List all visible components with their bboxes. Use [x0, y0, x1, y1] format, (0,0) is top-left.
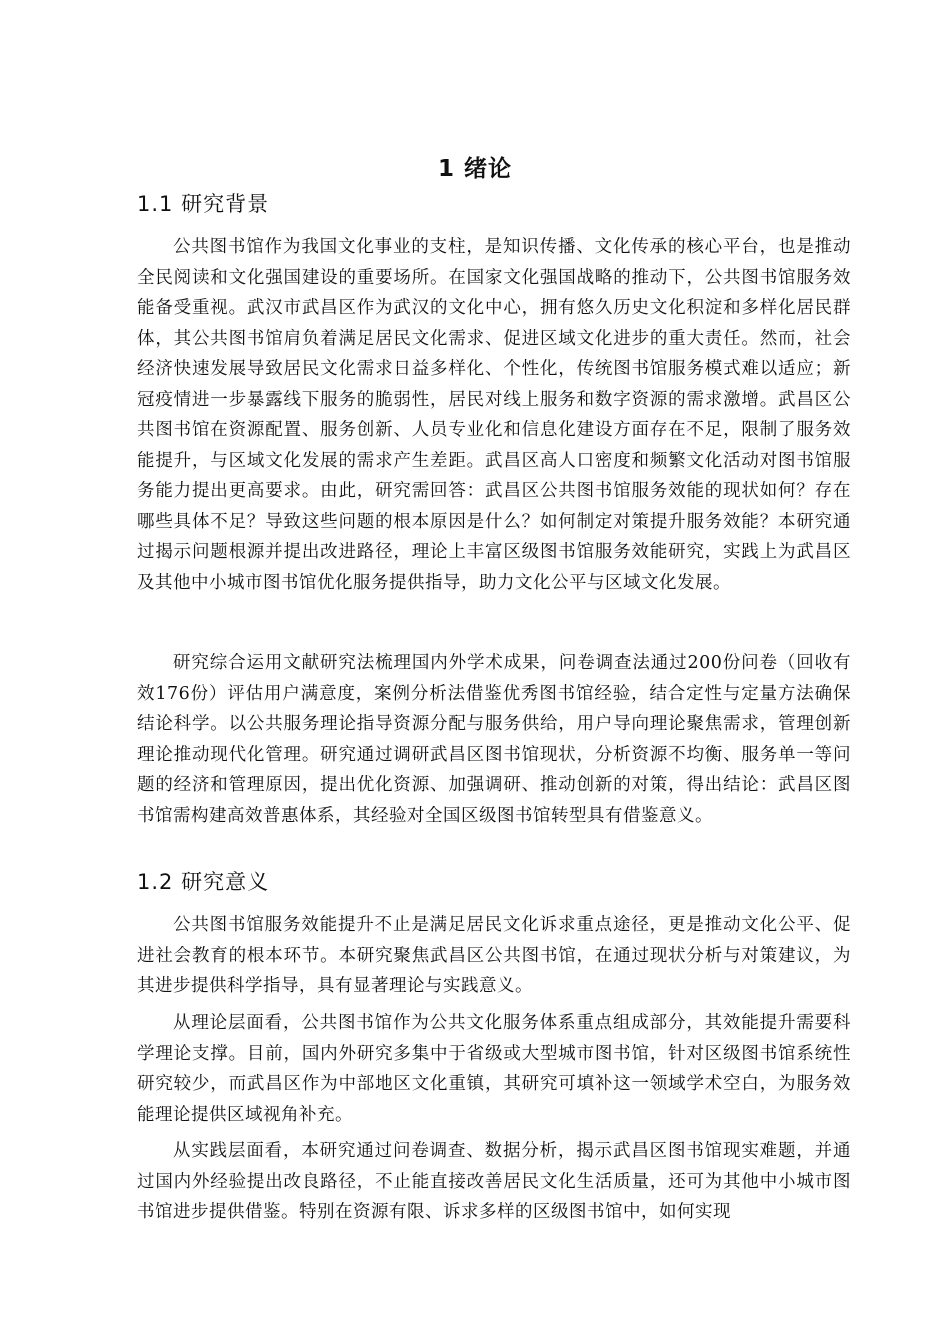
paragraph-background-1: 公共图书馆作为我国文化事业的支柱，是知识传播、文化传承的核心平台，也是推动全民阅读和文化强国建设的重要场所。在国家文化强国战略的推动下，公共图书馆服务效能备受重视。武汉市武昌区作为武汉的文化中心，拥有悠久历史文化积淀和多样化居民群体，其公共图书馆肩负着满足居民文化需求、促进区域文化进步的重大责任。然而，社会经济快速发展导致居民文化需求日益多样化、个性化，传统图书馆服务模式难以适应；新冠疫情进一步暴露线下服务的脆弱性，居民对线上服务和数字资源的需求激增。武昌区公共图书馆在资源配置、服务创新、人员专业化和信息化建设方面存在不足，限制了服务效能提升，与区域文化发展的需求产生差距。武昌区高人口密度和频繁文化活动对图书馆服务能力提出更高要求。由此，研究需回答：武昌区公共图书馆服务效能的现状如何？存在哪些具体不足？导致这些问题的根本原因是什么？如何制定对策提升服务效能？本研究通过揭示问题根源并提出改进路径，理论上丰富区级图书馆服务效能研究，实践上为武昌区及其他中小城市图书馆优化服务提供指导，助力文化公平与区域文化发展。 — [137, 237, 851, 593]
paragraph-significance-1: 公共图书馆服务效能提升不止是满足居民文化诉求重点途径，更是推动文化公平、促进社会教育的根本环节。本研究聚焦武昌区公共图书馆，在通过现状分析与对策建议，为其进步提供科学指导，具有显著理论与实践意义。 — [137, 915, 851, 996]
paragraph-significance-3: 从实践层面看，本研究通过问卷调查、数据分析，揭示武昌区图书馆现实难题，并通过国内外经验提出改良路径，不止能直接改善居民文化生活质量，还可为其他中小城市图书馆进步提供借鉴。特别在资源有限、诉求多样的区级图书馆中，如何实现 — [137, 1141, 851, 1222]
section-heading-research-background: 1.1 研究背景 — [137, 192, 270, 216]
paragraph-background-2: 研究综合运用文献研究法梳理国内外学术成果，问卷调查法通过200份问卷（回收有效176份）评估用户满意度，案例分析法借鉴优秀图书馆经验，结合定性与定量方法确保结论科学。以公共服务理论指导资源分配与服务供给，用户导向理论聚焦需求，管理创新理论推动现代化管理。研究通过调研武昌区图书馆现状，分析资源不均衡、服务单一等问题的经济和管理原因，提出优化资源、加强调研、推动创新的对策，得出结论：武昌区图书馆需构建高效普惠体系，其经验对全国区级图书馆转型具有借鉴意义。 — [137, 653, 851, 826]
section-heading-research-significance: 1.2 研究意义 — [137, 870, 270, 894]
paragraph-significance-2: 从理论层面看，公共图书馆作为公共文化服务体系重点组成部分，其效能提升需要科学理论支撑。目前，国内外研究多集中于省级或大型城市图书馆，针对区级图书馆系统性研究较少，而武昌区作为中部地区文化重镇，其研究可填补这一领域学术空白，为服务效能理论提供区域视角补充。 — [137, 1013, 851, 1125]
chapter-title: 1 绪论 — [437, 156, 512, 182]
